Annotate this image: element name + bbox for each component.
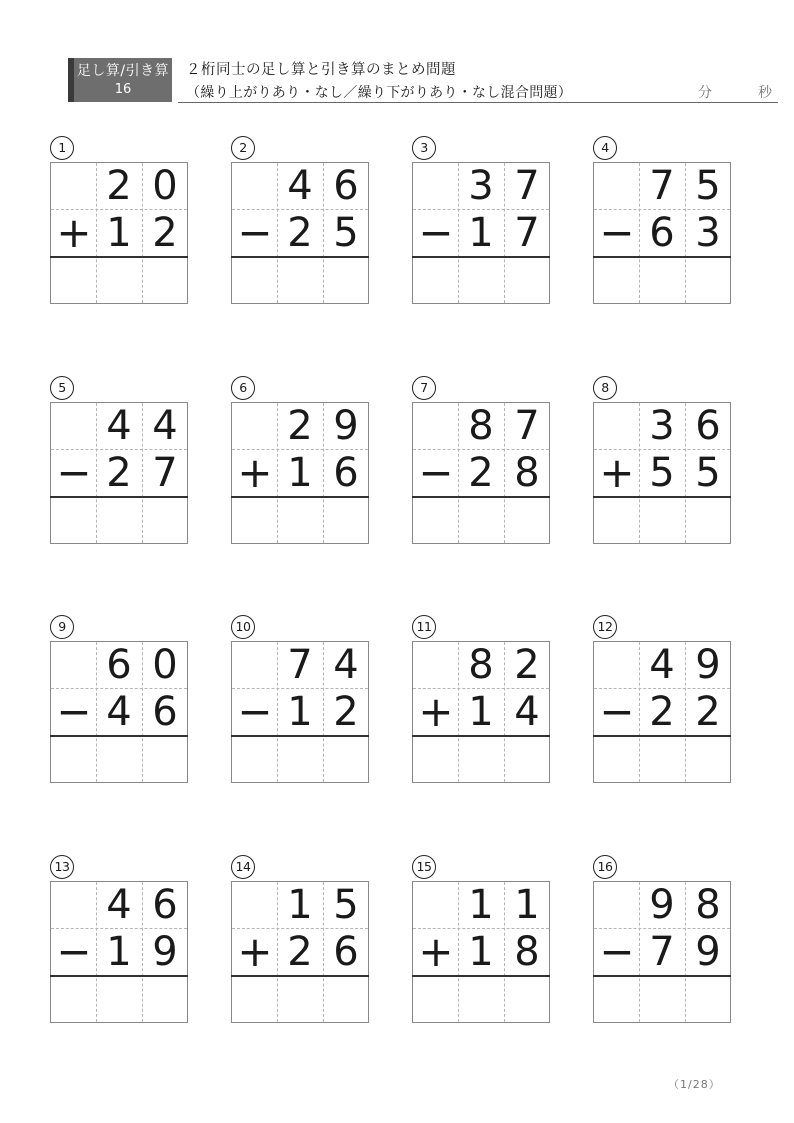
bottom-tens-digit: 2 [649,689,675,735]
top-tens-digit: 4 [106,882,132,928]
top-tens-digit: 4 [287,163,313,209]
top-ones-digit: 6 [333,163,359,209]
calculation-box [231,402,369,544]
answer-cell-sign[interactable] [51,737,97,783]
calculation-box [412,641,550,783]
answer-cell-tens[interactable] [639,498,685,544]
answer-cell-tens[interactable] [96,977,142,1023]
top-ones-digit: 9 [695,642,721,688]
bottom-tens-digit: 2 [287,929,313,975]
bottom-ones-digit: 2 [695,689,721,735]
problem-card [50,855,190,1040]
worksheet-subtitle: （繰り上がりあり・なし／繰り下がりあり・なし混合問題） [186,85,573,101]
page-counter: （1/28） [668,1078,721,1091]
answer-cell-ones[interactable] [685,258,731,304]
header-divider [178,102,778,103]
problem-number: 9 [50,615,74,639]
answer-cell-tens[interactable] [96,737,142,783]
answer-cell-sign[interactable] [51,498,97,544]
problem-number: 3 [412,136,436,160]
worksheet-header [68,58,772,104]
operator-sign: − [56,927,92,976]
problem-card [412,615,552,800]
answer-cell-sign[interactable] [413,258,459,304]
problem-number: 5 [50,376,74,400]
top-tens-digit: 2 [287,403,313,449]
answer-cell-sign[interactable] [51,258,97,304]
bottom-ones-digit: 5 [333,210,359,256]
top-tens-digit: 9 [649,882,675,928]
operator-sign: + [418,927,454,976]
answer-cell-tens[interactable] [96,498,142,544]
answer-cell-tens[interactable] [277,498,323,544]
bottom-tens-digit: 6 [649,210,675,256]
top-tens-digit: 7 [287,642,313,688]
top-ones-digit: 7 [514,163,540,209]
time-minutes-label: 分 [698,85,712,101]
bottom-ones-digit: 6 [152,689,178,735]
answer-cell-tens[interactable] [458,258,504,304]
bottom-tens-digit: 1 [468,929,494,975]
problem-number: 16 [593,855,617,879]
top-tens-digit: 3 [468,163,494,209]
answer-cell-ones[interactable] [504,498,550,544]
top-ones-digit: 4 [152,403,178,449]
problem-card [593,615,733,800]
bottom-tens-digit: 4 [106,689,132,735]
answer-cell-ones[interactable] [323,737,369,783]
operator-sign: + [418,687,454,736]
problem-card [412,376,552,561]
top-tens-digit: 6 [106,642,132,688]
answer-cell-sign[interactable] [594,258,640,304]
bottom-tens-digit: 1 [287,450,313,496]
bottom-ones-digit: 8 [514,450,540,496]
problem-card [593,376,733,561]
problem-number: 12 [593,615,617,639]
answer-cell-ones[interactable] [142,977,188,1023]
answer-cell-sign[interactable] [232,737,278,783]
problem-card [50,615,190,800]
answer-cell-sign[interactable] [413,737,459,783]
answer-cell-ones[interactable] [504,737,550,783]
top-ones-digit: 5 [333,882,359,928]
problem-card [412,855,552,1040]
answer-cell-sign[interactable] [594,498,640,544]
answer-cell-tens[interactable] [277,977,323,1023]
badge-title: 足し算/引き算 [76,63,170,79]
top-ones-digit: 5 [695,163,721,209]
bottom-ones-digit: 6 [333,450,359,496]
bottom-tens-digit: 1 [106,210,132,256]
bottom-ones-digit: 7 [514,210,540,256]
answer-cell-tens[interactable] [458,977,504,1023]
operator-sign: − [56,448,92,497]
answer-cell-ones[interactable] [323,258,369,304]
top-ones-digit: 0 [152,163,178,209]
bottom-ones-digit: 8 [514,929,540,975]
problem-card [231,855,371,1040]
bottom-tens-digit: 5 [649,450,675,496]
calculation-box [593,641,731,783]
answer-cell-sign[interactable] [594,977,640,1023]
bottom-tens-digit: 2 [106,450,132,496]
top-tens-digit: 4 [106,403,132,449]
bottom-ones-digit: 5 [695,450,721,496]
bottom-ones-digit: 2 [152,210,178,256]
top-ones-digit: 8 [695,882,721,928]
problem-number: 13 [50,855,74,879]
calculation-box [50,162,188,304]
bottom-ones-digit: 9 [152,929,178,975]
calculation-box [593,402,731,544]
calculation-box [231,162,369,304]
worksheet-title: ２桁同士の足し算と引き算のまとめ問題 [186,62,456,78]
bottom-ones-digit: 3 [695,210,721,256]
answer-cell-ones[interactable] [142,737,188,783]
operator-sign: + [237,927,273,976]
operator-sign: + [56,208,92,257]
problem-card [593,855,733,1040]
answer-cell-sign[interactable] [413,977,459,1023]
operator-sign: − [56,687,92,736]
top-ones-digit: 4 [333,642,359,688]
problem-card [231,136,371,321]
bottom-tens-digit: 2 [468,450,494,496]
calculation-box [50,402,188,544]
bottom-tens-digit: 2 [287,210,313,256]
bottom-ones-digit: 2 [333,689,359,735]
answer-cell-ones[interactable] [685,498,731,544]
problem-card [50,376,190,561]
problem-number: 11 [412,615,436,639]
operator-sign: − [237,208,273,257]
operator-sign: − [599,927,635,976]
operator-sign: + [599,448,635,497]
operator-sign: + [237,448,273,497]
bottom-ones-digit: 4 [514,689,540,735]
problem-number: 10 [231,615,255,639]
problem-card [412,136,552,321]
problem-card [50,136,190,321]
time-seconds-label: 秒 [758,85,772,101]
answer-cell-ones[interactable] [323,977,369,1023]
bottom-tens-digit: 7 [649,929,675,975]
problem-number: 2 [231,136,255,160]
answer-cell-tens[interactable] [458,498,504,544]
top-tens-digit: 3 [649,403,675,449]
answer-cell-ones[interactable] [142,498,188,544]
answer-cell-tens[interactable] [277,258,323,304]
problem-card [231,376,371,561]
answer-cell-tens[interactable] [639,737,685,783]
answer-cell-ones[interactable] [323,498,369,544]
answer-cell-ones[interactable] [504,977,550,1023]
top-ones-digit: 6 [695,403,721,449]
problem-number: 6 [231,376,255,400]
top-tens-digit: 8 [468,642,494,688]
answer-cell-tens[interactable] [639,977,685,1023]
top-tens-digit: 7 [649,163,675,209]
top-tens-digit: 1 [468,882,494,928]
top-ones-digit: 6 [152,882,178,928]
calculation-box [412,162,550,304]
problem-number: 1 [50,136,74,160]
bottom-ones-digit: 9 [695,929,721,975]
answer-cell-tens[interactable] [277,737,323,783]
calculation-box [231,641,369,783]
answer-cell-ones[interactable] [142,258,188,304]
problem-number: 7 [412,376,436,400]
problem-number: 15 [412,855,436,879]
operator-sign: − [418,448,454,497]
answer-cell-sign[interactable] [413,498,459,544]
problem-number: 14 [231,855,255,879]
answer-cell-ones[interactable] [504,258,550,304]
calculation-box [593,881,731,1023]
calculation-box [412,881,550,1023]
bottom-ones-digit: 6 [333,929,359,975]
problem-card [231,615,371,800]
operator-sign: − [599,687,635,736]
answer-cell-ones[interactable] [685,977,731,1023]
calculation-box [412,402,550,544]
answer-cell-tens[interactable] [96,258,142,304]
calculation-box [50,641,188,783]
answer-cell-sign[interactable] [232,498,278,544]
bottom-tens-digit: 1 [468,689,494,735]
bottom-tens-digit: 1 [468,210,494,256]
top-tens-digit: 2 [106,163,132,209]
problem-number: 8 [593,376,617,400]
operator-sign: − [418,208,454,257]
answer-cell-tens[interactable] [639,258,685,304]
problem-card [593,136,733,321]
top-tens-digit: 1 [287,882,313,928]
top-ones-digit: 9 [333,403,359,449]
calculation-box [50,881,188,1023]
top-ones-digit: 0 [152,642,178,688]
answer-cell-sign[interactable] [51,977,97,1023]
operator-sign: − [599,208,635,257]
bottom-tens-digit: 1 [106,929,132,975]
top-ones-digit: 7 [514,403,540,449]
top-ones-digit: 2 [514,642,540,688]
answer-cell-sign[interactable] [232,977,278,1023]
bottom-tens-digit: 1 [287,689,313,735]
operator-sign: − [237,687,273,736]
problem-number: 4 [593,136,617,160]
calculation-box [593,162,731,304]
answer-cell-sign[interactable] [232,258,278,304]
top-tens-digit: 8 [468,403,494,449]
answer-cell-ones[interactable] [685,737,731,783]
answer-cell-tens[interactable] [458,737,504,783]
top-ones-digit: 1 [514,882,540,928]
answer-cell-sign[interactable] [594,737,640,783]
worksheet-badge [68,58,172,102]
badge-number: 16 [114,82,132,97]
calculation-box [231,881,369,1023]
top-tens-digit: 4 [649,642,675,688]
bottom-ones-digit: 7 [152,450,178,496]
